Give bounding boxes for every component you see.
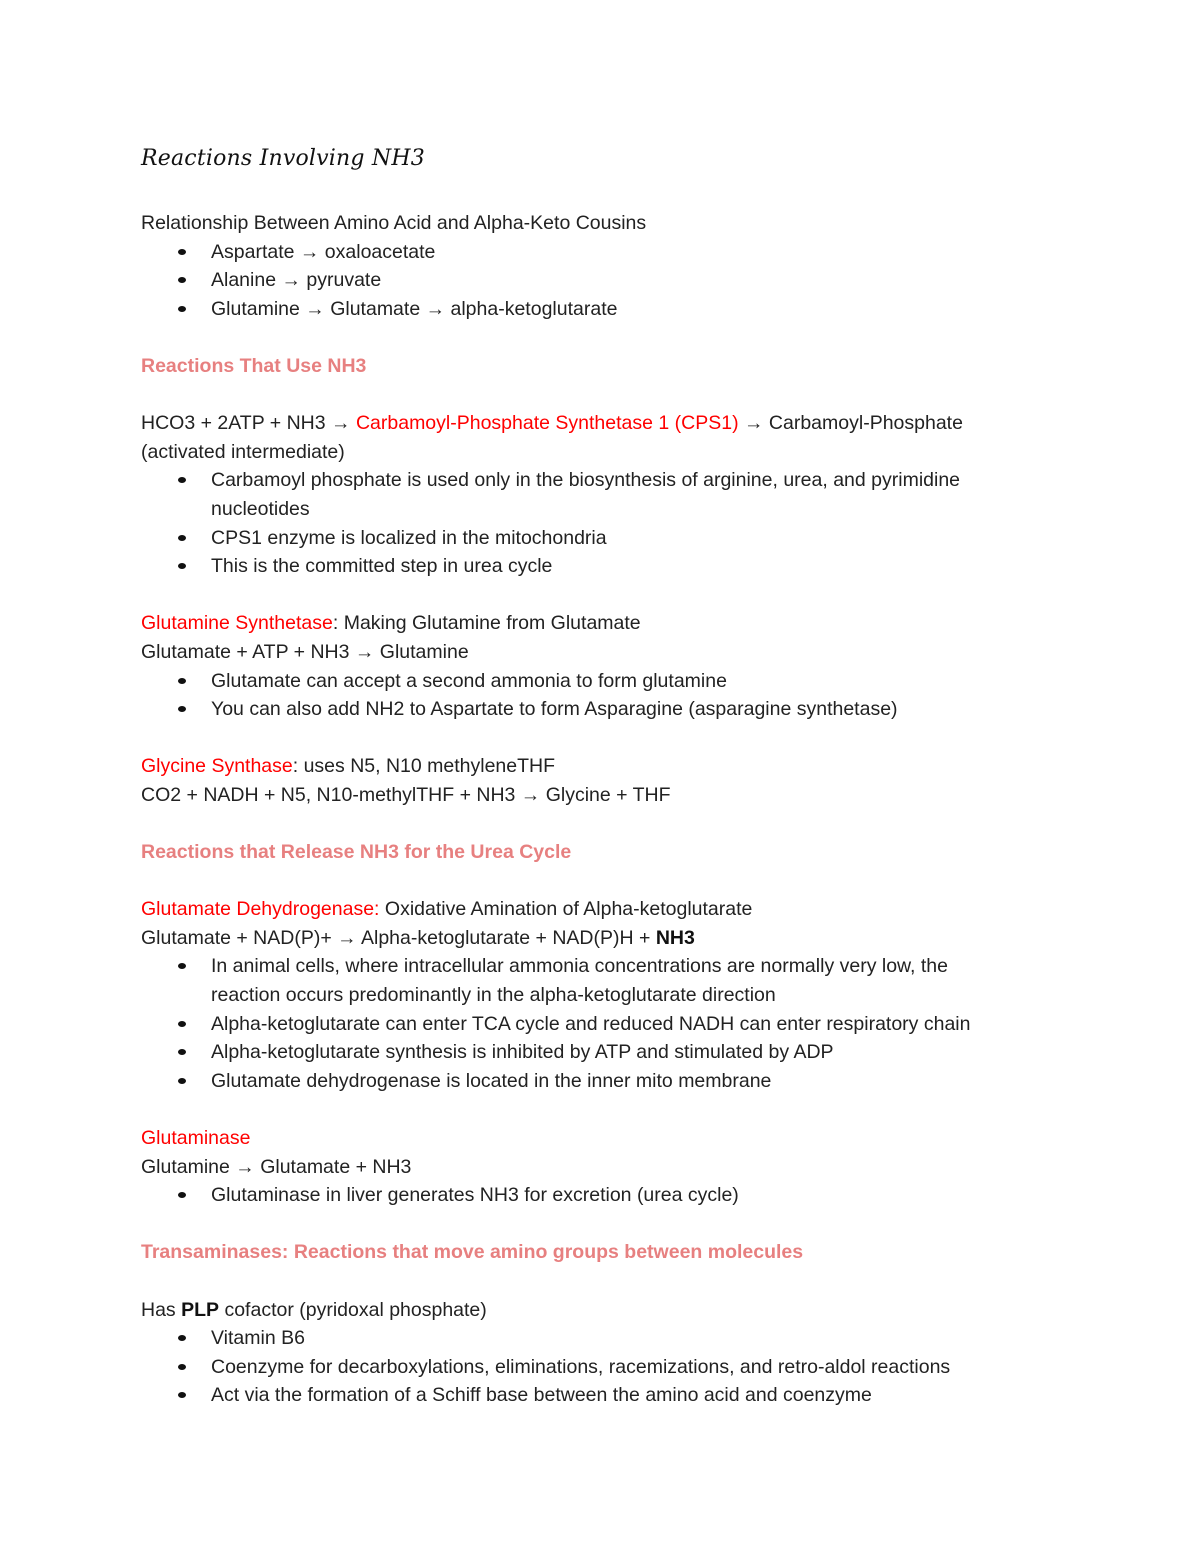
list-item: Glutamine → Glutamate → alpha-ketoglutarate: [141, 295, 1071, 324]
list-item: Glutamate can accept a second ammonia to form glutamine: [141, 667, 1071, 696]
list-item: Alpha-ketoglutarate synthesis is inhibited by ATP and stimulated by ADP: [141, 1038, 1071, 1067]
gdh-list: [141, 952, 1071, 1095]
intro-text: Relationship Between Amino Acid and Alpha-Keto Cousins: [141, 212, 647, 234]
glutaminase-equation: Glutamine → Glutamate + NH3: [141, 1155, 412, 1178]
glycine-title: Glycine Synthase: uses N5, N10 methyleneTHF: [141, 755, 556, 778]
plp-line: Has PLP cofactor (pyridoxal phosphate): [141, 1298, 487, 1321]
bullet-icon: [178, 249, 186, 255]
list-item: Alanine → pyruvate: [141, 266, 1071, 295]
bullet-icon: [178, 535, 186, 541]
gs-list: [141, 667, 1071, 724]
list-item: In animal cells, where intracellular ammonia concentrations are normally very low, the reaction occurs predominantly in the alpha-ketoglutarate direction: [141, 952, 1071, 1009]
cps-equation: HCO3 + 2ATP + NH3 → Carbamoyl-Phosphate Synthetase 1 (CPS1) → Carbamoyl-Phosphate: [141, 412, 963, 435]
glycine-equation: CO2 + NADH + N5, N10-methylTHF + NH3 → Glycine + THF: [141, 783, 671, 806]
cps-list: [141, 466, 1071, 580]
enzyme-name: Glycine Synthase: [141, 755, 293, 778]
list-item: Vitamin B6: [141, 1324, 1071, 1353]
list-item: Act via the formation of a Schiff base between the amino acid and coenzyme: [141, 1381, 1071, 1410]
gs-title: Glutamine Synthetase: Making Glutamine from Glutamate: [141, 612, 641, 635]
bullet-icon: [178, 1392, 186, 1398]
list-item: CPS1 enzyme is localized in the mitochondria: [141, 524, 1071, 553]
plp-list: [141, 1324, 1071, 1410]
list-item: This is the committed step in urea cycle: [141, 552, 1071, 581]
bullet-icon: [178, 277, 186, 283]
bullet-icon: [178, 1364, 186, 1370]
cps-equation-cont: (activated intermediate): [141, 440, 345, 463]
page-title: Reactions Involving NH3: [141, 146, 425, 171]
bullet-icon: [178, 477, 186, 483]
enzyme-name: Glutamine Synthetase: [141, 612, 333, 635]
enzyme-name: Glutamate Dehydrogenase:: [141, 898, 380, 921]
list-item: Alpha-ketoglutarate can enter TCA cycle and reduced NADH can enter respiratory chain: [141, 1010, 1071, 1039]
section-heading: Reactions that Release NH3 for the Urea Cycle: [141, 841, 572, 864]
list-item: Glutamate dehydrogenase is located in the inner mito membrane: [141, 1067, 1071, 1096]
document-page: [141, 140, 1071, 1410]
bullet-icon: [178, 1021, 186, 1027]
glutaminase-list: [141, 1181, 1071, 1210]
bullet-icon: [178, 706, 186, 712]
gdh-title: Glutamate Dehydrogenase: Oxidative Amination of Alpha-ketoglutarate: [141, 898, 753, 921]
enzyme-name: Carbamoyl-Phosphate Synthetase 1 (CPS1): [355, 412, 739, 435]
list-item: Glutaminase in liver generates NH3 for excretion (urea cycle): [141, 1181, 1071, 1210]
list-item: Carbamoyl phosphate is used only in the biosynthesis of arginine, urea, and pyrimidine nucleotides: [141, 466, 1071, 523]
list-item: Aspartate → oxaloacetate: [141, 238, 1071, 267]
list-item: You can also add NH2 to Aspartate to form Asparagine (asparagine synthetase): [141, 695, 1071, 724]
bullet-icon: [178, 1192, 186, 1198]
bullet-icon: [178, 1078, 186, 1084]
bullet-icon: [178, 1049, 186, 1055]
intro-list: [141, 238, 1071, 324]
bullet-icon: [178, 563, 186, 569]
bullet-icon: [178, 678, 186, 684]
gdh-equation: Glutamate + NAD(P)+ → Alpha-ketoglutarate + NAD(P)H + NH3: [141, 926, 695, 949]
gs-equation: Glutamate + ATP + NH3 → Glutamine: [141, 640, 469, 663]
glutaminase-title: Glutaminase: [141, 1127, 251, 1149]
bullet-icon: [178, 963, 186, 969]
section-heading: Transaminases: Reactions that move amino groups between molecules: [141, 1241, 804, 1264]
list-item: Coenzyme for decarboxylations, eliminations, racemizations, and retro-aldol reactions: [141, 1353, 1071, 1382]
section-heading: Reactions That Use NH3: [141, 354, 367, 377]
bullet-icon: [178, 306, 186, 312]
bullet-icon: [178, 1335, 186, 1341]
